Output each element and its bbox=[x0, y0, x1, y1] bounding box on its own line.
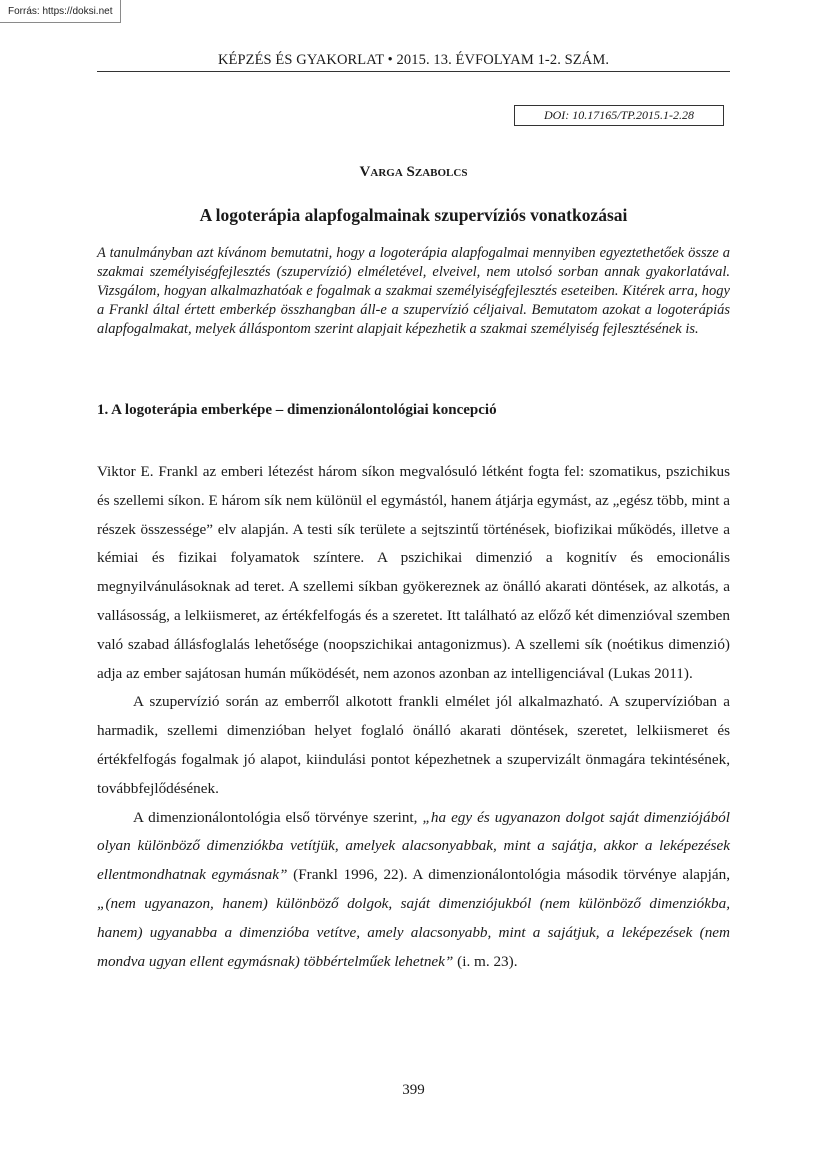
quote-first-law: „ha egy és ugyanazon dolgot saját dimenziójából olyan különböző dimenziókba vetítjük, amelyek alacsonyabbak, mint a sajátja, akkor a leképezések ellentmondhatnak egymásnak” bbox=[97, 808, 730, 884]
header-divider bbox=[97, 71, 730, 72]
paragraph-3 bbox=[97, 804, 730, 977]
author-name: Varga Szabolcs bbox=[359, 164, 468, 180]
citation-first-law: (Frankl 1996, 22). A dimenzionálontológia második törvénye alapján, bbox=[287, 866, 730, 884]
paragraph-3-intro: A dimenzionálontológia első törvénye szerint, bbox=[133, 808, 423, 826]
paragraph-2: A szupervízió során az emberről alkotott frankli elmélet jól alkalmazható. A szupervízióban a harmadik, szellemi dimenzióban helyet foglaló önálló akarati döntések, szeretet, lelkiismeret és értékfelfogás fogalmak jó alapot, kiindulási pontot képezhetnek a szupervizált önmagára tekintésének, továbbfejlődésének. bbox=[97, 693, 730, 797]
quote-second-law: „(nem ugyanazon, hanem) különböző dolgok, saját dimenziójukból (nem különböző dimenziókba, hanem) ugyanabba a dimenzióba vetítve, amely alacsonyabb, mint a sajátjuk, a leképezések (nem mondva ugyan ellent egymásnak) többértelműek lehetnek” bbox=[97, 894, 730, 970]
page-number: 399 bbox=[402, 1082, 425, 1098]
running-head: KÉPZÉS ÉS GYAKORLAT • 2015. 13. ÉVFOLYAM 1-2. SZÁM. bbox=[217, 52, 610, 68]
source-label[interactable]: Forrás: https://doksi.net bbox=[0, 0, 121, 23]
doi-box[interactable]: DOI: 10.17165/TP.2015.1-2.28 bbox=[514, 105, 724, 126]
citation-second-law: (i. m. 23). bbox=[453, 952, 518, 970]
abstract: A tanulmányban azt kívánom bemutatni, hogy a logoterápia alapfogalmai mennyiben egyeztethetőek össze a szakmai személyiségfejlesztés (szupervízió) elméletével, elveivel, nem utolsó sorban annak gyakorlatával. Vizsgálom, hogyan alkalmazhatóak e fogalmak a szakmai személyiségfejlesztés eseteiben. Kitérek arra, hogy a Frankl által értett emberkép összhangban áll-e a szupervízió céljaival. Bemutatom azokat a logoterápiás alapfogalmakat, melyek álláspontom szerint alapjait képezhetik a szakmai személyiség fejlesztésének is. bbox=[97, 245, 730, 337]
paragraph-1: Viktor E. Frankl az emberi létezést három síkon megvalósuló létként fogta fel: szomatikus, pszichikus és szellemi síkon. E három sík nem különül el egymástól, hanem átjárja egymást, az „egész több, mint a részek összessége” elv alapján. A testi sík területe a sejtszintű történések, biofizikai működés, illetve a kémiai és fizikai folyamatok színtere. A pszichikai dimenzió a kognitív és emocionális megnyilvánulásoknak ad teret. A szellemi síkban gyökereznek az önálló akarati döntések, az alkotás, a vallásosság, a lelkiismeret, az értékfelfogás és a szeretet. Itt található az előző két dimenzióval szemben való szabad állásfoglalás lehetősége (noopszichikai antagonizmus). A szellemi sík (noétikus dimenzió) adja az ember sajátosan humán működését, nem azonos azonban az intelligenciával (Lukas 2011). bbox=[97, 463, 730, 682]
section-heading: 1. A logoterápia emberképe – dimenzionálontológiai koncepció bbox=[97, 402, 497, 418]
body-text bbox=[97, 458, 730, 976]
article-title: A logoterápia alapfogalmainak szupervíziós vonatkozásai bbox=[199, 205, 628, 225]
